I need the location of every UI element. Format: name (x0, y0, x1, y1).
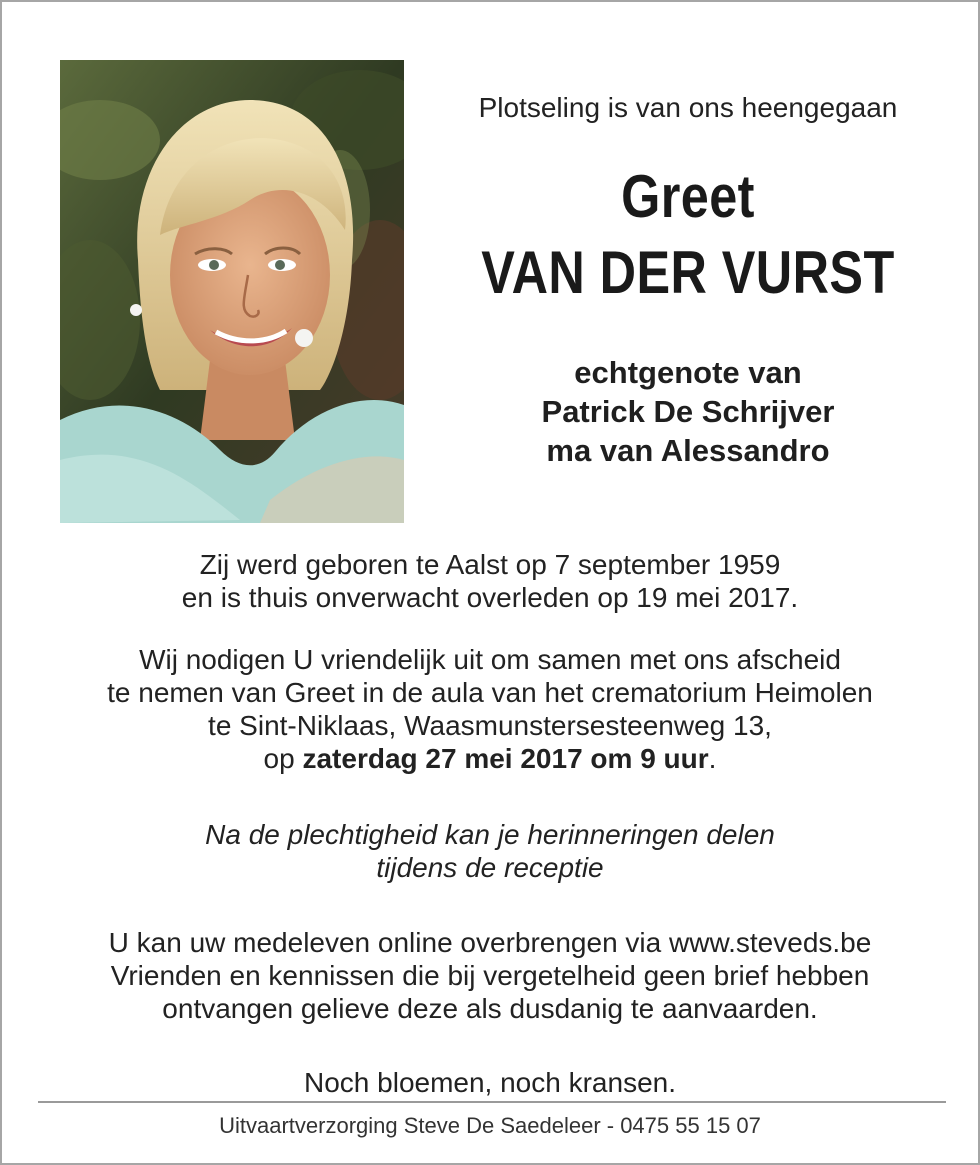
relation-spouse-label: echtgenote van (574, 355, 802, 390)
invitation-line-1: Wij nodigen U vriendelijk uit om samen met ons afscheid (139, 644, 841, 675)
condolences-text (2, 926, 978, 1025)
condolences-line-3: ontvangen gelieve deze als dusdanig te aanvaarden. (162, 993, 818, 1024)
invitation-line-4 (2, 742, 978, 775)
birth-death-text (2, 548, 978, 614)
ceremony-datetime: zaterdag 27 mei 2017 om 9 uur (302, 743, 709, 774)
funeral-director-footer: Uitvaartverzorging Steve De Saedeleer - 0475 55 15 07 (219, 1113, 761, 1138)
invitation-line-3: te Sint-Niklaas, Waasmunstersesteenweg 13, (208, 710, 772, 741)
condolences-line-1: U kan uw medeleven online overbrengen via www.steveds.be (108, 927, 872, 958)
invitation-suffix: . (708, 743, 717, 774)
reception-line-1: Na de plechtigheid kan je herinneringen delen (205, 819, 775, 850)
footer-divider (38, 1101, 946, 1103)
condolences-line-2: Vrienden en kennissen die bij vergetelheid geen brief hebben (110, 960, 870, 991)
relation-spouse-name: Patrick De Schrijver (541, 394, 835, 429)
relation-child: ma van Alessandro (546, 433, 830, 468)
intro-text: Plotseling is van ons heengegaan (478, 92, 898, 123)
death-line: en is thuis onverwacht overleden op 19 mei 2017. (181, 582, 799, 613)
invitation-line-2: te nemen van Greet in de aula van het crematorium Heimolen (107, 677, 873, 708)
reception-text (2, 818, 978, 884)
portrait-photo (60, 60, 404, 523)
flowers-text: Noch bloemen, noch kransen. (304, 1067, 676, 1098)
invitation-text (2, 643, 978, 775)
deceased-last-name: VAN DER VURST (481, 239, 895, 306)
invitation-prefix: op (263, 743, 303, 774)
reception-line-2: tijdens de receptie (376, 852, 604, 883)
deceased-first-name: Greet (621, 163, 755, 230)
relations (414, 353, 962, 470)
birth-line: Zij werd geboren te Aalst op 7 september 1959 (199, 549, 781, 580)
